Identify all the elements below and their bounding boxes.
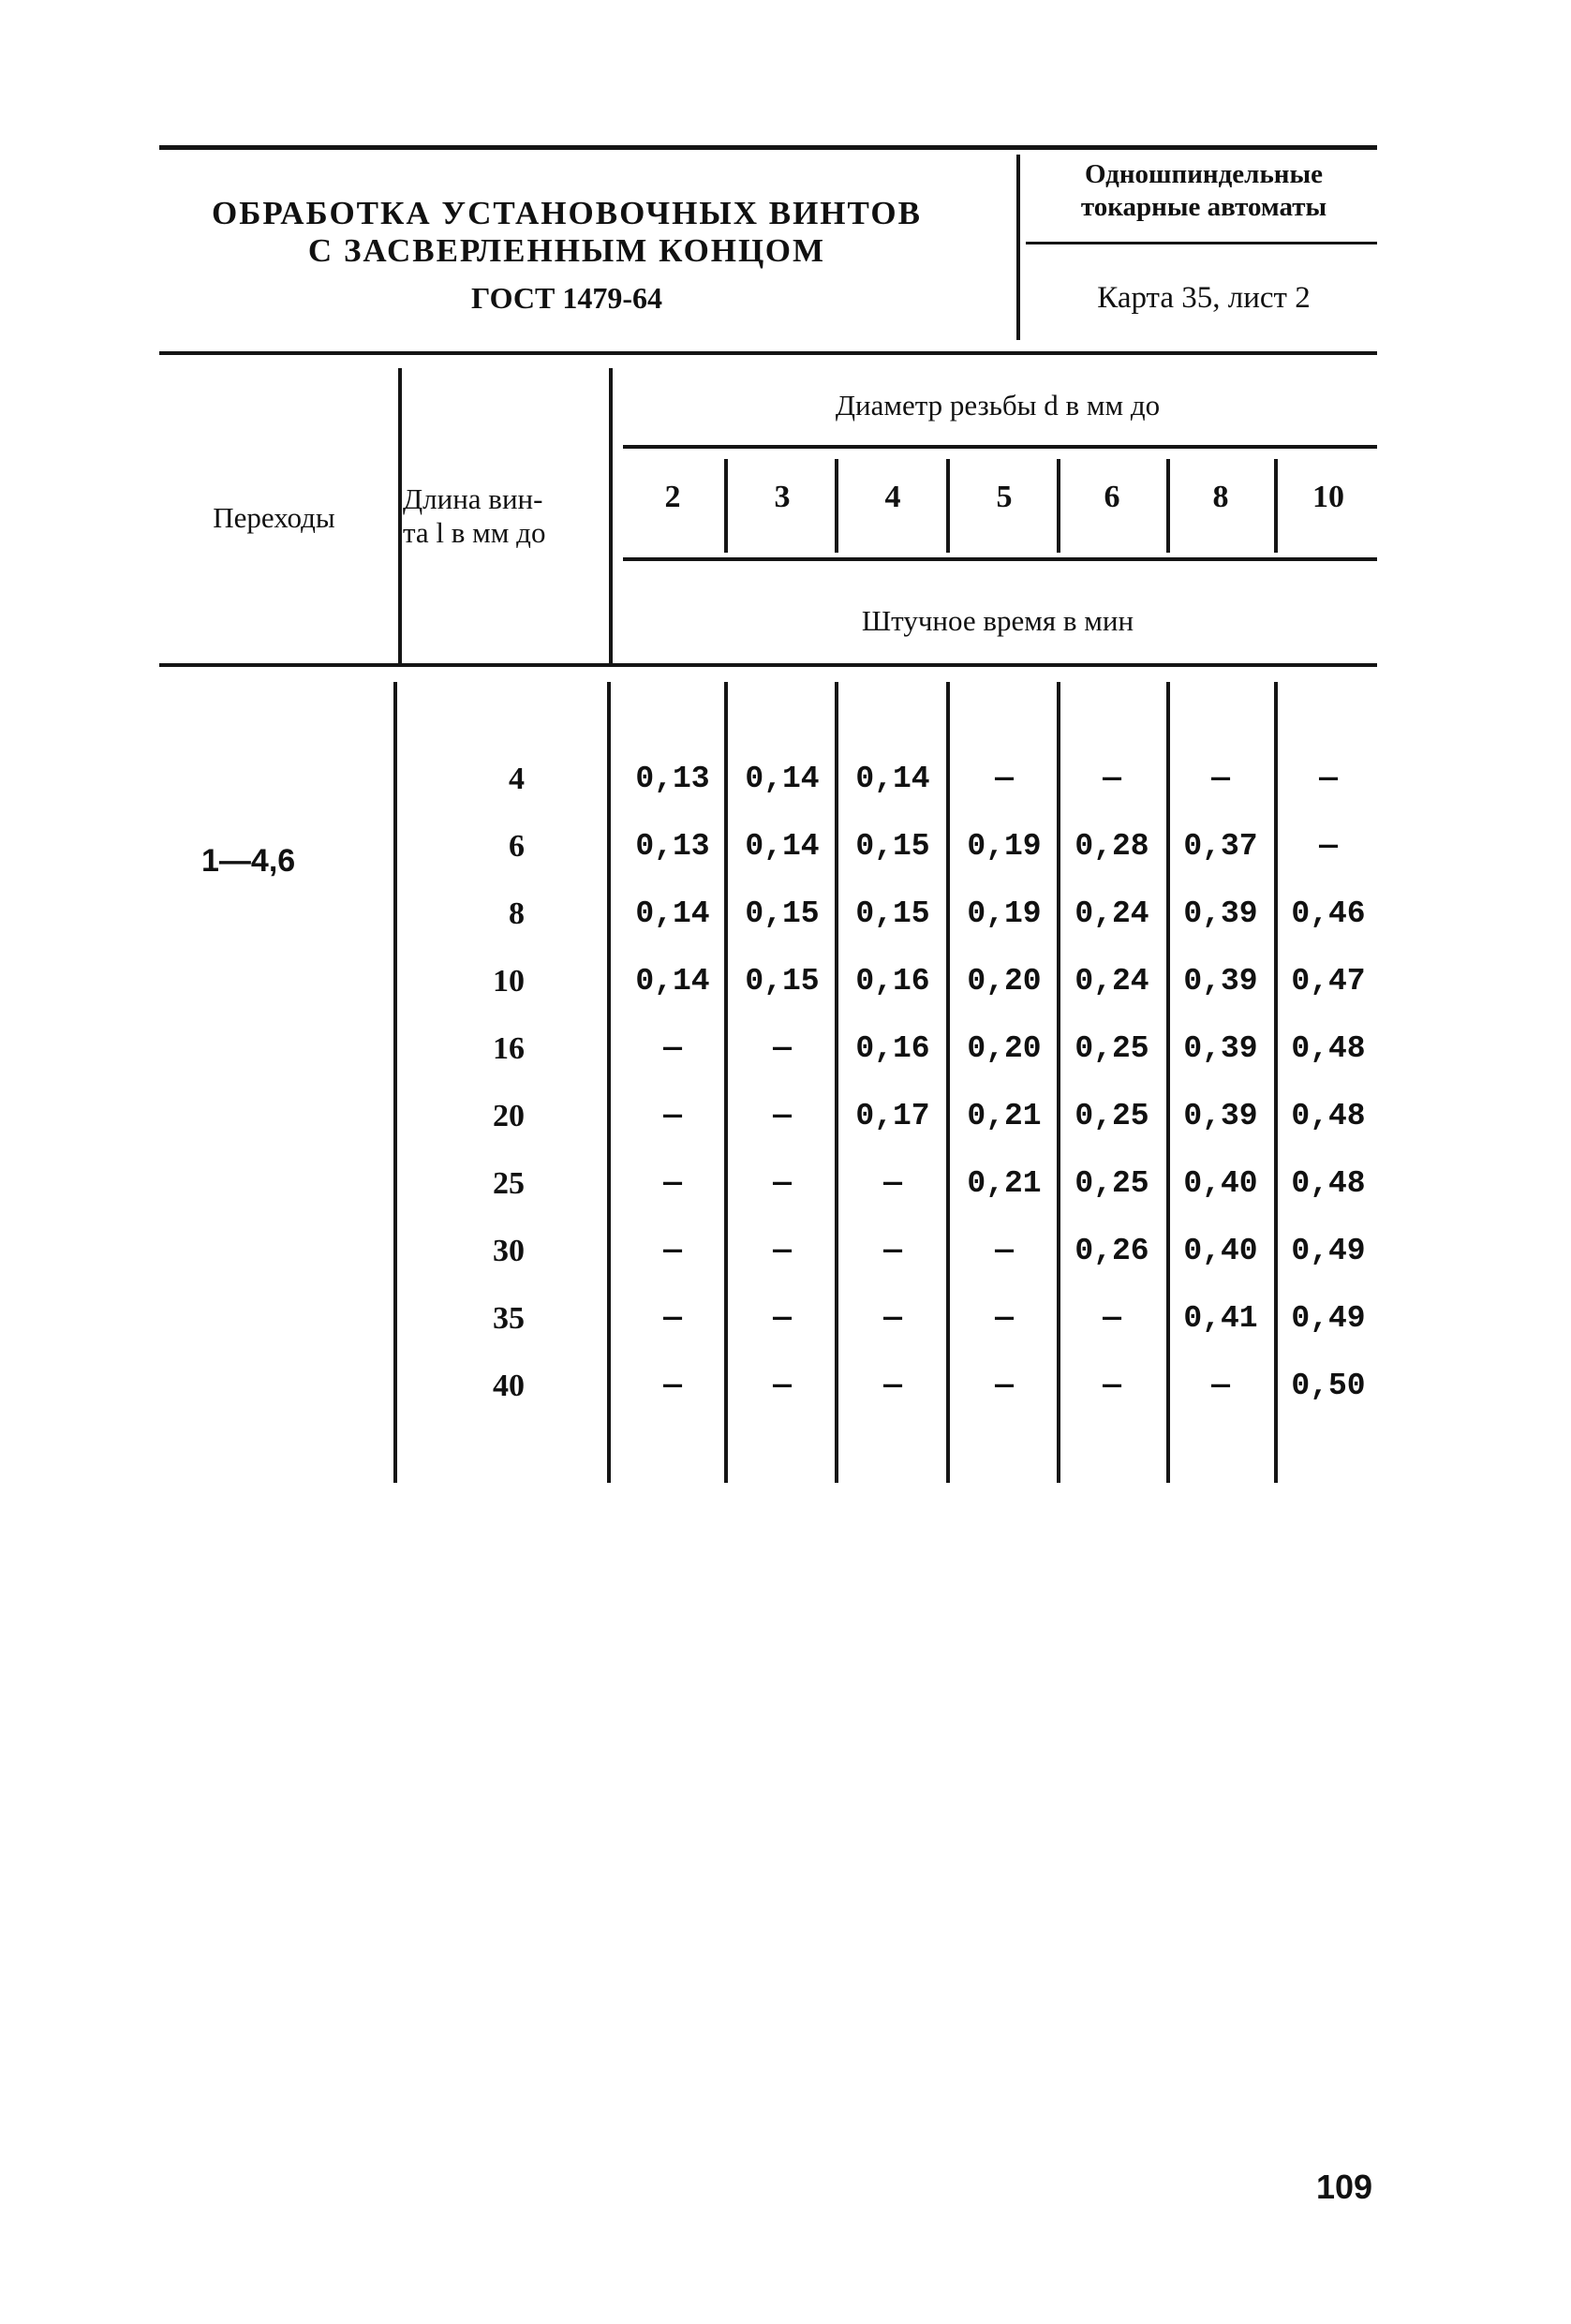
page-number: 109 <box>1316 2168 1373 2206</box>
table-cell: — <box>773 1234 792 1268</box>
table-cell: 0,13 <box>635 762 710 796</box>
table-cell: 0,49 <box>1291 1301 1366 1336</box>
title-line-2: С ЗАСВЕРЛЕННЫМ КОНЦОМ <box>307 232 826 269</box>
diameter-header-value: 6 <box>1104 480 1120 514</box>
diameter-header-value: 8 <box>1212 480 1229 514</box>
card-sheet-label: Карта 35, лист 2 <box>1097 281 1311 315</box>
table-cell: 0,15 <box>855 829 930 864</box>
row-length: 10 <box>493 964 525 999</box>
row-length: 4 <box>509 762 525 796</box>
table-cell: 0,14 <box>635 896 710 931</box>
diameter-header-value: 2 <box>664 480 681 514</box>
table-cell: 0,19 <box>967 896 1042 931</box>
table-cell: 0,40 <box>1183 1234 1258 1268</box>
table-cell: 0,21 <box>967 1099 1042 1133</box>
table-cell: — <box>1103 1369 1121 1403</box>
table-cell: 0,24 <box>1075 896 1149 931</box>
table-cell: — <box>663 1234 682 1268</box>
body-vline-length <box>393 682 397 1483</box>
diameter-header-value: 10 <box>1312 480 1344 514</box>
header-side-rule <box>1026 242 1377 244</box>
table-cell: 0,14 <box>855 762 930 796</box>
table-cell: — <box>773 1301 792 1336</box>
table-cell: — <box>1319 829 1338 864</box>
table-cell: — <box>663 1099 682 1133</box>
table-cell: 0,26 <box>1075 1234 1149 1268</box>
diameter-header-value: 4 <box>884 480 901 514</box>
header-bottom-rule <box>159 663 1377 667</box>
table-cell: — <box>883 1369 902 1403</box>
table-cell: — <box>663 1031 682 1066</box>
operation-label: 1—4,6 <box>201 843 296 879</box>
machine-type-line-2: токарные автоматы <box>1080 192 1327 222</box>
machine-type-line-1: Одношпиндельные <box>1084 159 1324 189</box>
table-cell: 0,14 <box>745 762 820 796</box>
table-cell: — <box>663 1369 682 1403</box>
body-column-separator <box>1057 682 1060 1483</box>
table-cell: 0,48 <box>1291 1166 1366 1201</box>
table-cell: — <box>883 1234 902 1268</box>
diameter-header-separator <box>1274 459 1278 553</box>
table-cell: 0,48 <box>1291 1099 1366 1133</box>
table-cell: 0,20 <box>967 964 1042 999</box>
table-cell: 0,48 <box>1291 1031 1366 1066</box>
table-top-rule <box>159 351 1377 355</box>
diameter-header-separator <box>1057 459 1060 553</box>
table-cell: 0,16 <box>855 964 930 999</box>
table-cell: 0,47 <box>1291 964 1366 999</box>
table-cell: 0,39 <box>1183 964 1258 999</box>
table-cell: — <box>883 1301 902 1336</box>
body-vline-diam-start <box>607 682 611 1483</box>
diameter-bottom-rule <box>623 557 1377 561</box>
table-cell: 0,40 <box>1183 1166 1258 1201</box>
table-cell: — <box>1103 1301 1121 1336</box>
header-vline-2 <box>609 368 613 665</box>
table-cell: — <box>1319 762 1338 796</box>
table-cell: 0,14 <box>745 829 820 864</box>
table-cell: 0,19 <box>967 829 1042 864</box>
body-column-separator <box>724 682 728 1483</box>
diameter-header-separator <box>1166 459 1170 553</box>
table-cell: 0,28 <box>1075 829 1149 864</box>
table-cell: — <box>773 1369 792 1403</box>
table-cell: 0,21 <box>967 1166 1042 1201</box>
table-cell: 0,50 <box>1291 1369 1366 1403</box>
gost-label: ГОСТ 1479-64 <box>471 281 662 315</box>
table-cell: 0,25 <box>1075 1166 1149 1201</box>
header-vline-1 <box>398 368 402 665</box>
table-cell: 0,37 <box>1183 829 1258 864</box>
table-cell: 0,39 <box>1183 896 1258 931</box>
row-length: 40 <box>493 1369 525 1403</box>
table-cell: — <box>773 1031 792 1066</box>
diameter-header: Диаметр резьбы d в мм до <box>835 389 1161 422</box>
table-cell: 0,15 <box>745 964 820 999</box>
top-rule <box>159 145 1377 150</box>
table-cell: 0,25 <box>1075 1099 1149 1133</box>
table-cell: 0,20 <box>967 1031 1042 1066</box>
table-cell: 0,14 <box>635 964 710 999</box>
table-cell: 0,46 <box>1291 896 1366 931</box>
table-cell: — <box>995 1369 1014 1403</box>
table-cell: 0,24 <box>1075 964 1149 999</box>
table-cell: 0,49 <box>1291 1234 1366 1268</box>
row-length: 30 <box>493 1234 525 1268</box>
row-length: 6 <box>509 829 525 864</box>
table-cell: — <box>995 1234 1014 1268</box>
col-length-header-line-1: Длина вин- <box>403 482 543 515</box>
col-length-header-line-2: та l в мм до <box>403 516 546 549</box>
row-length: 35 <box>493 1301 525 1336</box>
row-length: 16 <box>493 1031 525 1066</box>
table-cell: — <box>1211 1369 1230 1403</box>
table-cell: — <box>995 1301 1014 1336</box>
table-cell: 0,39 <box>1183 1031 1258 1066</box>
table-cell: — <box>883 1166 902 1201</box>
table-cell: 0,15 <box>745 896 820 931</box>
body-column-separator <box>835 682 838 1483</box>
table-cell: 0,39 <box>1183 1099 1258 1133</box>
table-cell: 0,13 <box>635 829 710 864</box>
table-cell: 0,17 <box>855 1099 930 1133</box>
time-header: Штучное время в мин <box>861 604 1134 637</box>
table-cell: 0,41 <box>1183 1301 1258 1336</box>
diameter-header-separator <box>835 459 838 553</box>
table-cell: 0,25 <box>1075 1031 1149 1066</box>
header-divider <box>1016 155 1020 340</box>
table-cell: — <box>1103 762 1121 796</box>
body-column-separator <box>1274 682 1278 1483</box>
diameter-header-separator <box>724 459 728 553</box>
diameter-rule <box>623 445 1377 449</box>
table-cell: — <box>663 1301 682 1336</box>
row-length: 20 <box>493 1099 525 1133</box>
diameter-header-value: 5 <box>996 480 1013 514</box>
row-length: 25 <box>493 1166 525 1201</box>
table-cell: — <box>773 1099 792 1133</box>
table-cell: 0,16 <box>855 1031 930 1066</box>
table-cell: — <box>773 1166 792 1201</box>
table-cell: — <box>663 1166 682 1201</box>
table-cell: — <box>1211 762 1230 796</box>
col-operations-header: Переходы <box>213 501 335 534</box>
title-line-1: ОБРАБОТКА УСТАНОВОЧНЫХ ВИНТОВ <box>212 195 922 231</box>
body-column-separator <box>946 682 950 1483</box>
table-cell: — <box>995 762 1014 796</box>
row-length: 8 <box>509 896 525 931</box>
diameter-header-value: 3 <box>774 480 791 514</box>
table-cell: 0,15 <box>855 896 930 931</box>
body-column-separator <box>1166 682 1170 1483</box>
diameter-header-separator <box>946 459 950 553</box>
